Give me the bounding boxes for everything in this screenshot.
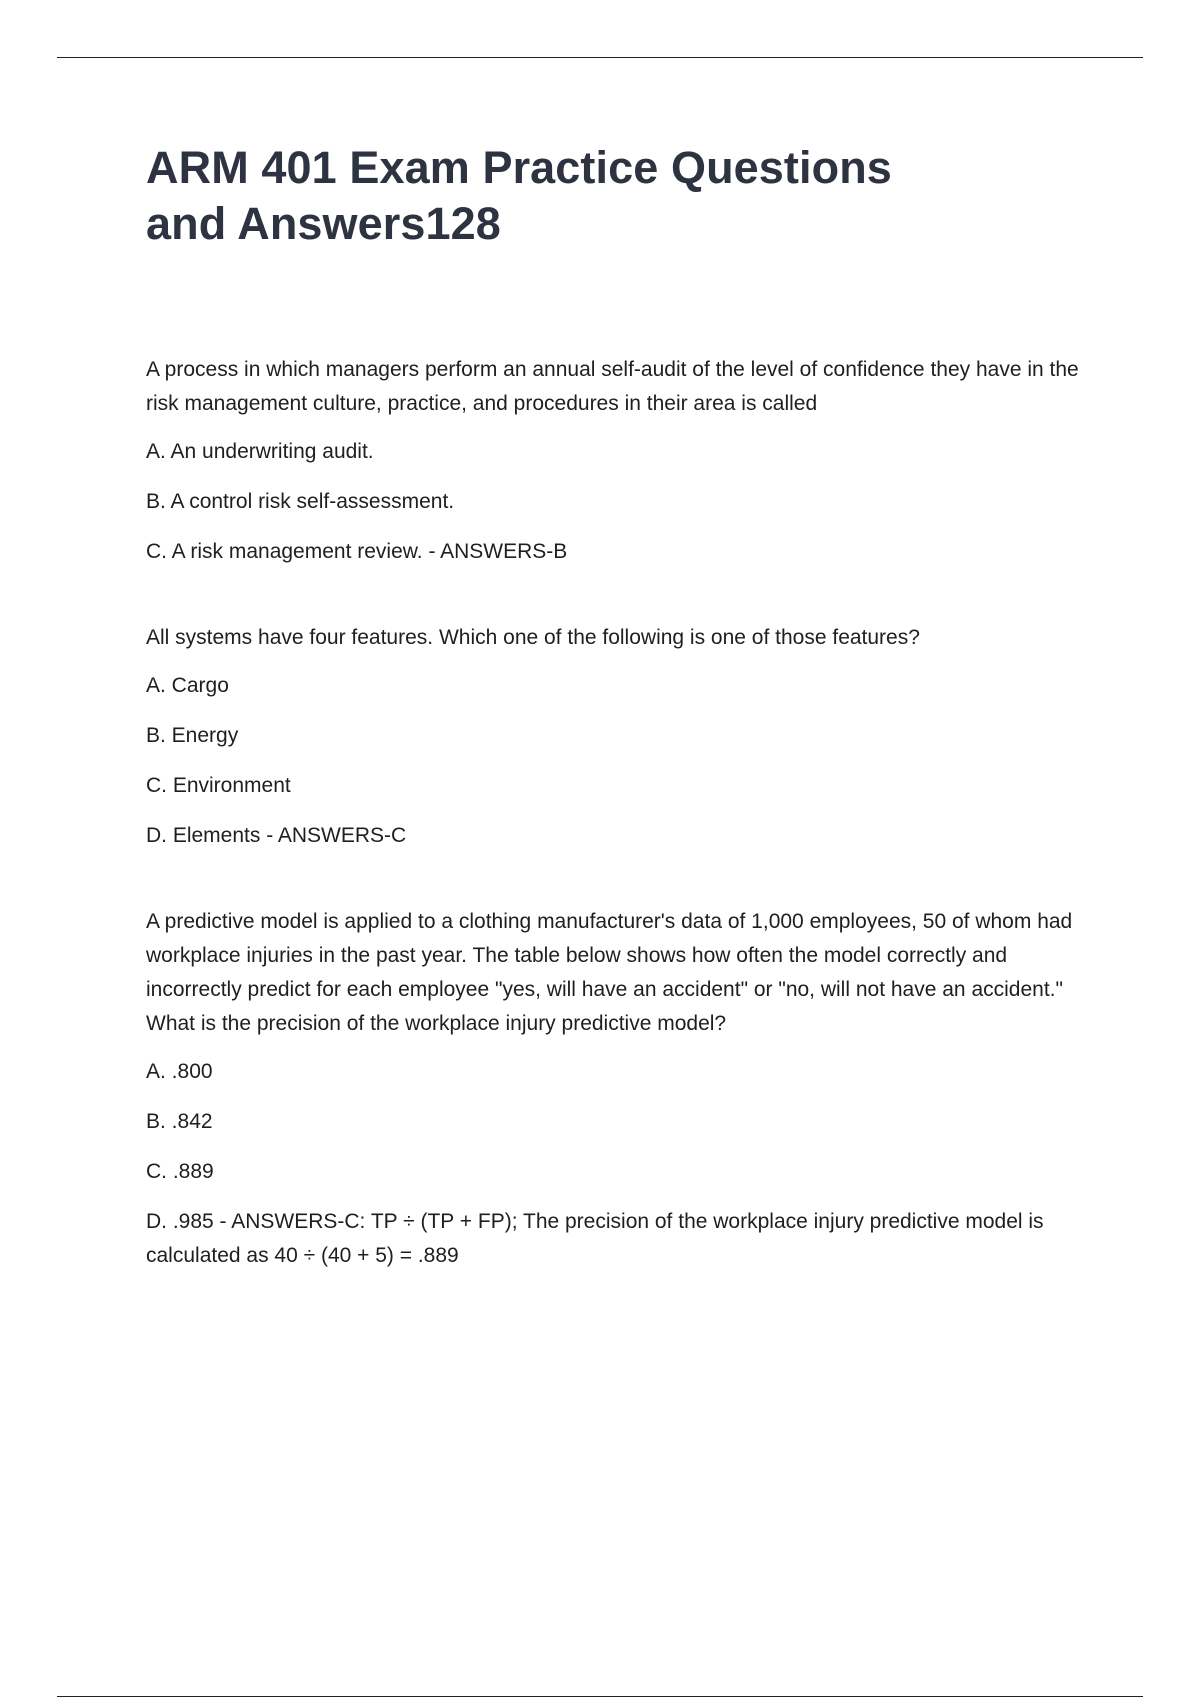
bottom-rule	[57, 1696, 1143, 1697]
answer-option: A. .800	[146, 1060, 213, 1083]
answer-option: C. .889	[146, 1160, 214, 1183]
title-line-1: ARM 401 Exam Practice Questions	[146, 142, 892, 193]
question-prompt: A predictive model is applied to a clothing manufacturer's data of 1,000 employees, 50 of whom had workplace injuries in the past year. The table below shows how often the model correctly and incorrectly predict for each employee "yes, will have an accident" or "no, will not have an accident." What is the precision of the workplace injury predictive model?	[146, 910, 1073, 1035]
question-prompt: All systems have four features. Which one of the following is one of those features?	[146, 626, 920, 649]
title-line-2: and Answers128	[146, 198, 501, 249]
question-list	[146, 353, 1096, 1273]
answer-option: C. A risk management review. - ANSWERS-B	[146, 540, 568, 563]
document-title	[146, 140, 1096, 252]
top-rule	[57, 57, 1143, 58]
answer-option: A. An underwriting audit.	[146, 440, 374, 463]
answer-option: D. .985 - ANSWERS-C: TP ÷ (TP + FP); The precision of the workplace injury predictive model is calculated as 40 ÷ (40 + 5) = .889	[146, 1210, 1044, 1267]
answer-option: B. Energy	[146, 724, 239, 747]
question-block-1	[146, 353, 1096, 569]
question-block-3	[146, 905, 1096, 1273]
answer-option: A. Cargo	[146, 674, 229, 697]
question-prompt: A process in which managers perform an annual self-audit of the level of confidence they have in the risk management culture, practice, and procedures in their area is called	[146, 358, 1079, 415]
answer-option: D. Elements - ANSWERS-C	[146, 824, 407, 847]
answer-option: B. A control risk self-assessment.	[146, 490, 455, 513]
document-body	[146, 140, 1096, 1325]
question-block-2	[146, 621, 1096, 853]
answer-option: B. .842	[146, 1110, 213, 1133]
answer-option: C. Environment	[146, 774, 291, 797]
